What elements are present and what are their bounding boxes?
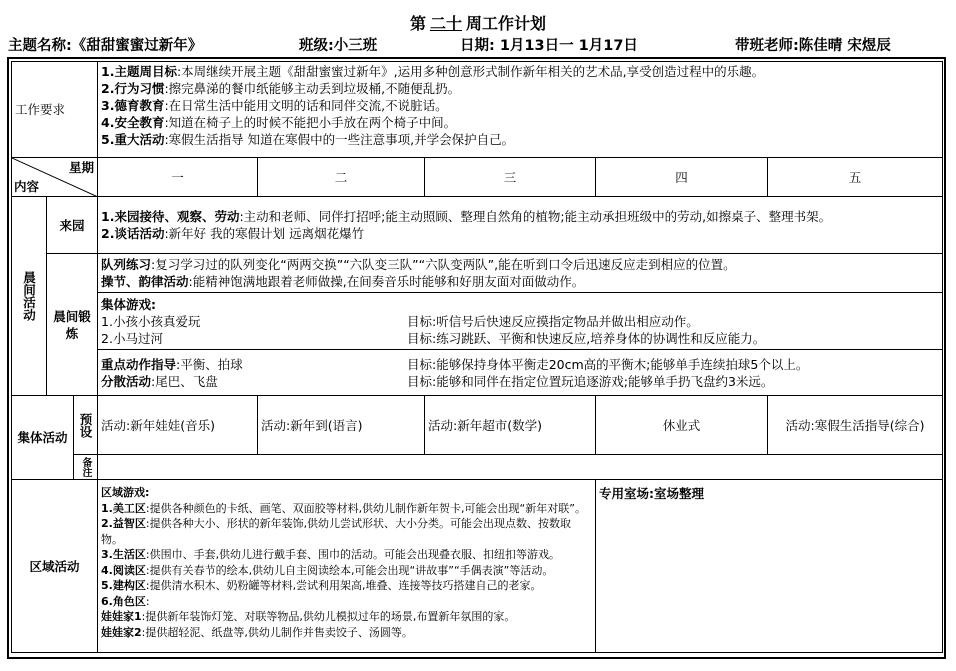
- teachers: 带班老师:陈佳晴 宋煜辰: [735, 38, 891, 54]
- queue-row: [12, 254, 943, 293]
- area-item: 5.建构区:提供清水积木、奶粉罐等材料,尝试利用架高,堆叠、连接等技巧搭建自己的老家。: [101, 579, 542, 592]
- weekday-corner: [12, 158, 98, 197]
- activity-thu: 休业式: [596, 396, 768, 455]
- area-item: 2.益智区:提供各种大小、形状的新年装饰,供幼儿尝试形状、大小分类。可能会出现点数、按数取物。: [101, 517, 572, 546]
- arrival-label: 来园: [47, 197, 98, 254]
- requirement-item: 3.德育教育:在日常生活中能用文明的话和同伴交流,不说脏话。: [101, 98, 448, 113]
- requirement-item: 5.重大活动:寒假生活指导 知道在寒假中的一些注意事项,并学会保护自己。: [101, 132, 515, 147]
- requirement-item: 4.安全教育:知道在椅子上的时候不能把小手放在两个椅子中间。: [101, 115, 457, 130]
- group-games-row: [12, 293, 943, 350]
- area-label: 区域活动: [12, 480, 98, 653]
- weekly-plan-table: [11, 61, 943, 653]
- focus-row: [12, 350, 943, 396]
- requirement-item: 2.行为习惯:擦完鼻涕的餐巾纸能够主动丢到垃圾桶,不随便乱扔。: [101, 81, 461, 96]
- game-item: 2.小马过河 目标:练习跳跃、平衡和快速反应,培养身体的协调性和反应能力。: [101, 330, 766, 346]
- day-header-wed: 三: [425, 158, 596, 197]
- day-header-thu: 四: [596, 158, 768, 197]
- activity-tue: 活动:新年到(语言): [258, 396, 425, 455]
- activity-fri: 活动:寒假生活指导(综合): [768, 396, 943, 455]
- activity-mon: 活动:新年娃娃(音乐): [98, 396, 258, 455]
- theme-name: 主题名称:《甜甜蜜蜜过新年》: [8, 38, 203, 54]
- requirements-label: 工作要求: [12, 62, 98, 158]
- area-item: 6.角色区:: [101, 594, 150, 608]
- area-row: [12, 480, 943, 653]
- activity-wed: 活动:新年超市(数学): [425, 396, 596, 455]
- area-item: 娃娃家1:提供新年装饰灯笼、对联等物品,供幼儿模拟过年的场景,布置新年氛围的家。: [101, 610, 516, 623]
- area-item: 3.生活区:供围巾、手套,供幼儿进行戴手套、围巾的活动。可能会出现叠衣服、扣纽扣等游戏。: [101, 548, 561, 561]
- corner-content-label: 内容: [14, 179, 40, 194]
- requirement-item: 1.主题周目标:本周继续开展主题《甜甜蜜蜜过新年》,运用多种创意形式制作新年相关的艺术品,享受创造过程中的乐趣。: [101, 64, 765, 79]
- queue-content: 队列练习:复习学习过的队列变化“两两交换”“六队变三队”“六队变两队”,能在听到口令后迅速反应走到相应的位置。 操节、韵律活动:能精神饱满地跟着老师做操,在间奏音乐时能够和好朋友面对面做动作。: [98, 254, 943, 293]
- day-header-mon: 一: [98, 158, 258, 197]
- special-room: 专用室场:室场整理: [596, 480, 943, 653]
- area-item: 4.阅读区:提供有关春节的绘本,供幼儿自主阅读绘本,可能会出现“讲故事”“手偶表演”等活动。: [101, 563, 554, 577]
- weekday-header-row: [12, 158, 943, 197]
- requirements-row: [12, 62, 943, 158]
- class-name: 班级:小三班: [299, 38, 378, 54]
- date-range: 日期: 1月13日一 1月17日: [460, 38, 638, 54]
- requirements-content: [98, 62, 943, 158]
- preset-label: 预设: [74, 396, 98, 455]
- page-title: 第 二十 周工作计划: [409, 14, 547, 33]
- note-content: [98, 455, 943, 480]
- header-meta: [8, 36, 948, 56]
- note-row: [12, 455, 943, 480]
- collective-label: 集体活动: [12, 396, 74, 480]
- day-header-tue: 二: [258, 158, 425, 197]
- arrival-content: 1.来园接待、观察、劳动:主动和老师、同伴打招呼;能主动照顾、整理自然角的植物;能主动承担班级中的劳动,如擦桌子、整理书架。 2.谈话活动:新年好 我的寒假计划 远离烟花爆竹: [98, 197, 943, 254]
- area-content: 区域游戏: 1.美工区:提供各种颜色的卡纸、画笔、双面胶等材料,供幼儿制作新年贺卡,可能会出现“新年对联”。 2.益智区:提供各种大小、形状的新年装饰,供幼儿尝试形状、大小分类。可能会出现点数、按数取物。 3.生活区:供围巾、手套,供幼儿进行戴手套、围巾的活动。可能会出现叠衣服、扣纽扣等游戏。 4.阅读区:提供有关春节的绘本,供幼儿自主阅读绘本,可能会出现“讲故事”“手偶表演”等活动。 5.建构区:提供清水积木、奶粉罐等材料,尝试利用架高,堆叠、连接等技巧搭建自己的老家。 6.角色区: 娃娃家1:提供新年装饰灯笼、对联等物品,供幼儿模拟过年的场景,布置新年氛围的家。 娃娃家2:提供超轻泥、纸盘等,供幼儿制作并售卖饺子、汤圆等。: [98, 480, 596, 653]
- morning-exercise-label: 晨间锻炼: [47, 254, 98, 396]
- collective-row: [12, 396, 943, 455]
- game-item: 1.小孩小孩真爱玩 目标:听信号后快速反应摸指定物品并做出相应动作。: [101, 313, 699, 329]
- morning-activity-label: 晨间活动: [12, 197, 47, 396]
- area-item: 1.美工区:提供各种颜色的卡纸、画笔、双面胶等材料,供幼儿制作新年贺卡,可能会出现“新年对联”。: [101, 501, 586, 515]
- corner-weekday-label: 星期: [69, 160, 95, 175]
- area-item: 娃娃家2:提供超轻泥、纸盘等,供幼儿制作并售卖饺子、汤圆等。: [101, 625, 413, 639]
- group-games-content: 集体游戏: 1.小孩小孩真爱玩 目标:听信号后快速反应摸指定物品并做出相应动作。 2.小马过河 目标:练习跳跃、平衡和快速反应,培养身体的协调性和反应能力。: [98, 293, 943, 350]
- week-number: 二十: [429, 14, 462, 33]
- focus-content: 重点动作指导:平衡、拍球 目标:能够保持身体平衡走20cm高的平衡木;能够单手连续拍球5个以上。 分散活动:尾巴、飞盘 目标:能够和同伴在指定位置玩追逐游戏;能够单手扔飞盘约3米远。: [98, 350, 943, 396]
- arrival-row: [12, 197, 943, 254]
- note-label: 备注: [74, 455, 98, 480]
- day-header-fri: 五: [768, 158, 943, 197]
